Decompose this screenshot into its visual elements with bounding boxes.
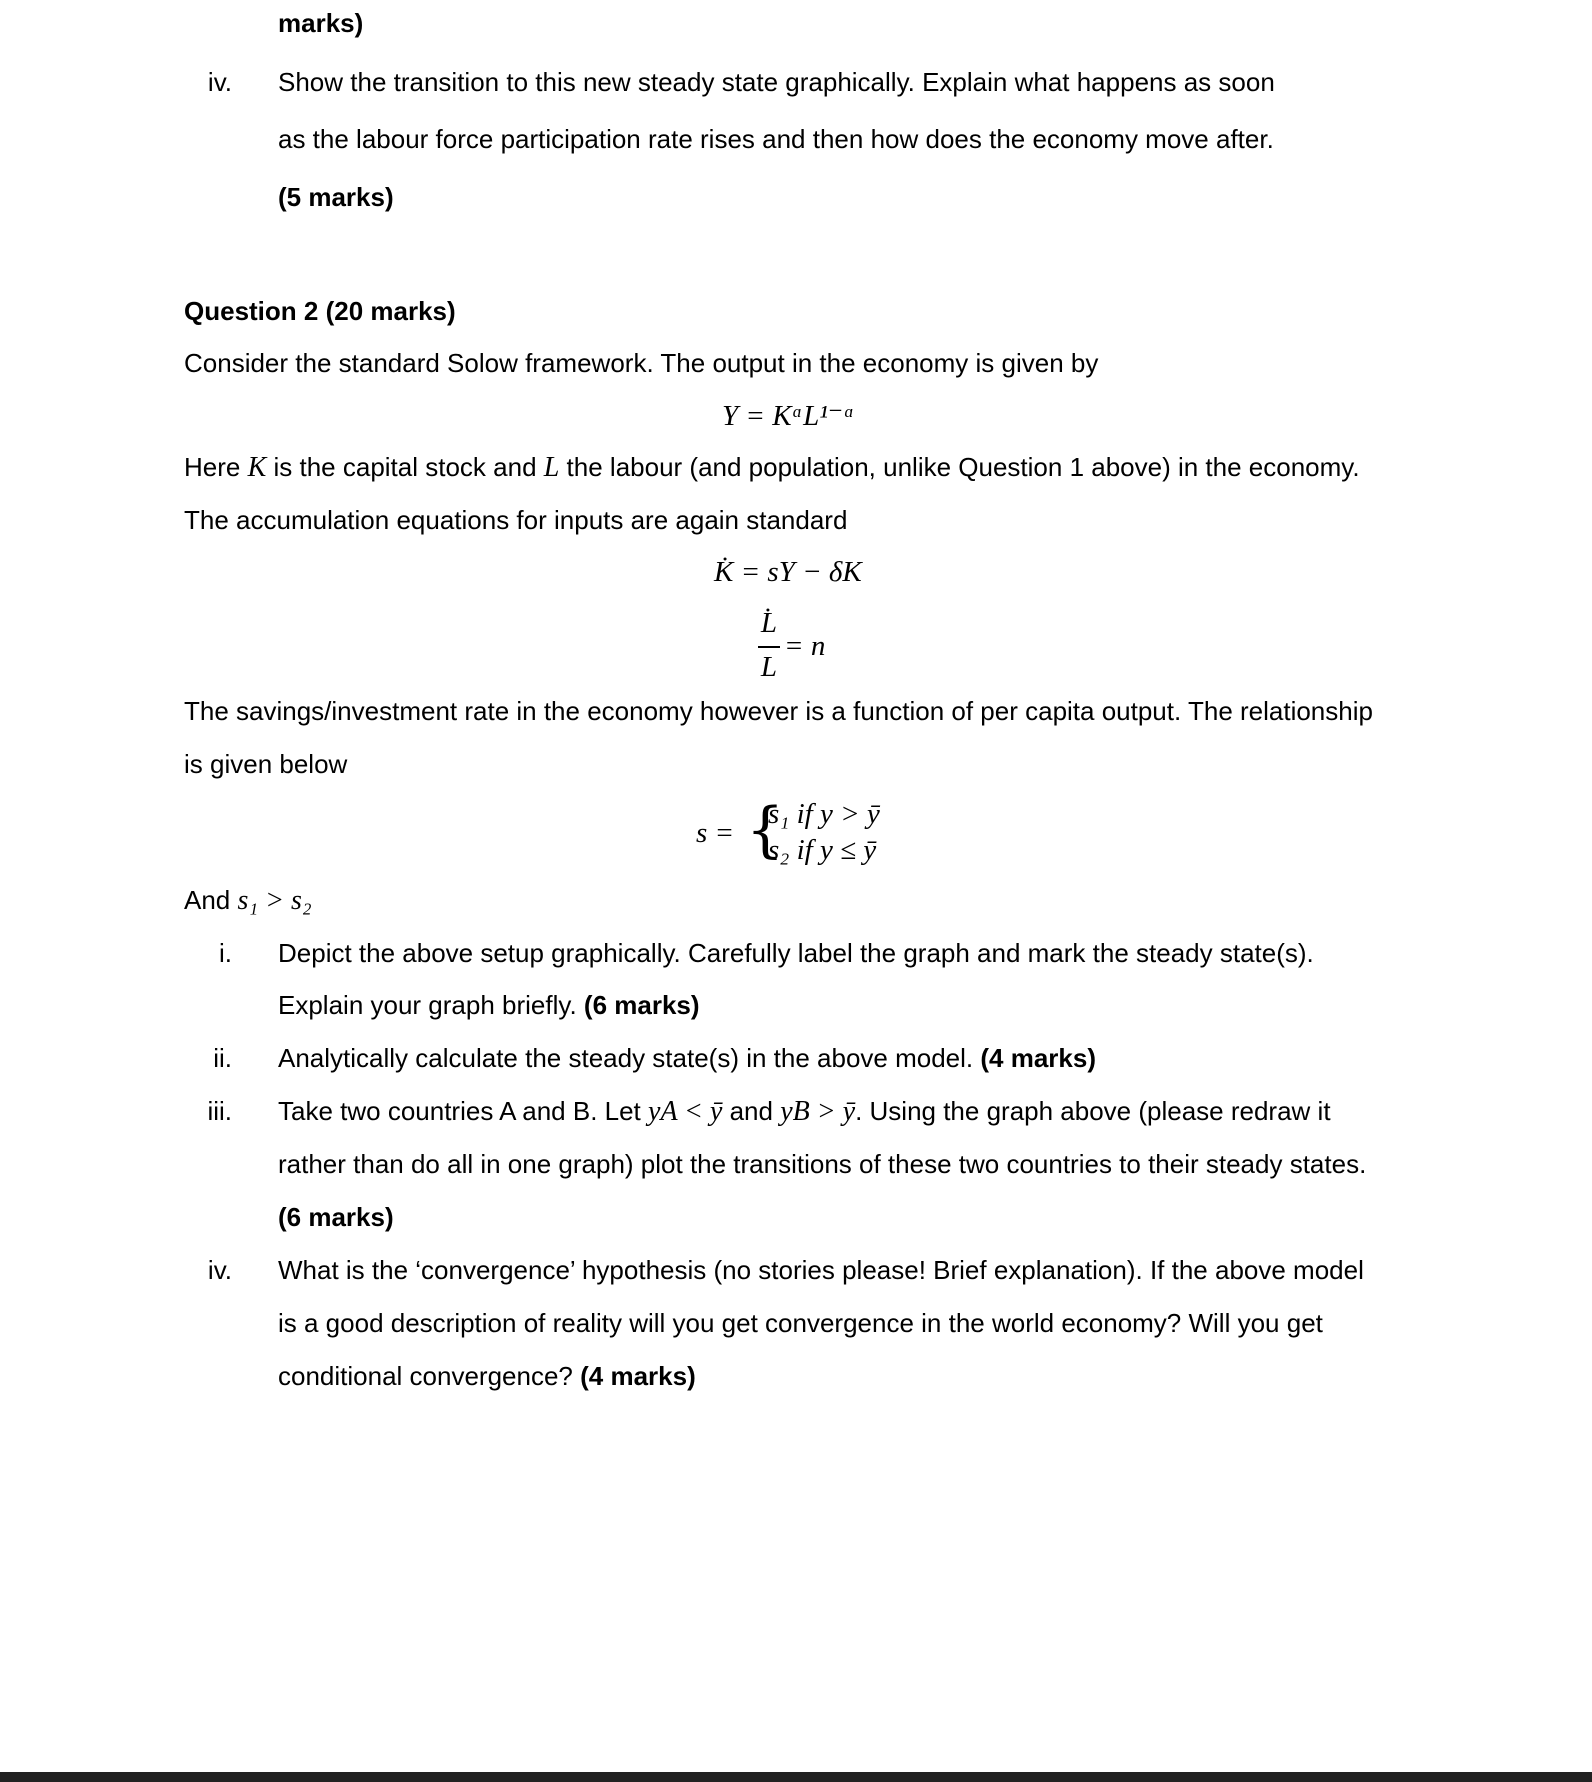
q2-and-line (184, 885, 312, 917)
q2-part-i-number: i. (219, 938, 232, 968)
q2-part-ii-number: ii. (213, 1043, 232, 1073)
q1-part-iv-marks: (5 marks) (278, 182, 394, 212)
and-text: And (184, 885, 238, 915)
equation-s-brace: { (746, 795, 785, 865)
part-iv-marks: (4 marks) (580, 1361, 696, 1391)
equation-output: Y = KᵅL¹⁻ᵅ (722, 400, 855, 432)
q2-part-iii-marks: (6 marks) (278, 1202, 394, 1232)
equation-s-lhs: s = (696, 817, 735, 849)
equation-s-case2: s₂ if y ≤ ȳ (768, 834, 877, 866)
q2-part-iii-line2: rather than do all in one graph) plot the transitions of these two countries to their steady states. (278, 1149, 1367, 1179)
here-k-symbol: K (247, 452, 267, 483)
and-inequality: s₁ > s₂ (237, 885, 312, 916)
q2-part-iii-number: iii. (207, 1096, 232, 1126)
here-text-b: is the capital stock and (266, 452, 544, 482)
part-iii-text1: Take two countries A and B. Let (278, 1096, 649, 1126)
q2-intro: Consider the standard Solow framework. The output in the economy is given by (184, 348, 1099, 378)
equation-capital: K̇ = sY − δK (714, 556, 862, 588)
here-text-a: Here (184, 452, 248, 482)
equation-labour-rhs: = n (784, 630, 826, 662)
q2-savings-line2: is given below (184, 749, 348, 779)
equation-s-case1: s₁ if y > ȳ (768, 798, 880, 830)
q2-part-iv-number: iv. (207, 1255, 232, 1285)
part-i-line2-text: Explain your graph briefly. (278, 990, 584, 1020)
q2-part-i-line2 (278, 990, 700, 1021)
part-ii-text: Analytically calculate the steady state(s) in the above model. (278, 1043, 981, 1073)
bottom-edge-bar (0, 1772, 1592, 1782)
equation-labour-fraction-bar (758, 646, 780, 648)
here-text-c: the labour (and population, unlike Question 1 above) in the economy. (559, 452, 1360, 482)
q2-part-ii-line (278, 1043, 1096, 1074)
part-iii-math1: yA < ȳ (648, 1096, 723, 1127)
part-iii-math2: yB > ȳ (780, 1096, 856, 1127)
q1-continued-marks: marks) (278, 8, 364, 38)
q2-part-iv-line3 (278, 1361, 696, 1392)
q1-part-iv-line1: Show the transition to this new steady state graphically. Explain what happens as soon (278, 67, 1275, 97)
part-i-marks: (6 marks) (583, 990, 700, 1020)
q2-heading: Question 2 (20 marks) (184, 296, 456, 326)
equation-labour-numerator: L̇ (760, 607, 778, 639)
q1-part-iv-number: iv. (207, 67, 232, 97)
q2-part-i-line1: Depict the above setup graphically. Carefully label the graph and mark the steady state(s). (278, 938, 1314, 968)
part-iv-line3-text: conditional convergence? (278, 1361, 581, 1391)
here-l-symbol: L (543, 452, 560, 483)
part-iii-text3: . Using the graph above (please redraw it (855, 1096, 1331, 1126)
q2-part-iv-line1: What is the ‘convergence’ hypothesis (no stories please! Brief explanation). If the above model (278, 1255, 1364, 1285)
part-ii-marks: (4 marks) (980, 1043, 1096, 1073)
q2-accum-text: The accumulation equations for inputs are again standard (184, 505, 848, 535)
part-iii-text2: and (722, 1096, 781, 1126)
q2-part-iii-line1 (278, 1096, 1331, 1128)
q2-savings-line1: The savings/investment rate in the economy however is a function of per capita output. The relationship (184, 696, 1373, 726)
q2-part-iv-line2: is a good description of reality will you get convergence in the world economy? Will you get (278, 1308, 1323, 1338)
q1-part-iv-line2: as the labour force participation rate rises and then how does the economy move after. (278, 124, 1274, 154)
equation-labour-denominator: L (760, 651, 778, 683)
q2-here-sentence (184, 452, 1360, 484)
